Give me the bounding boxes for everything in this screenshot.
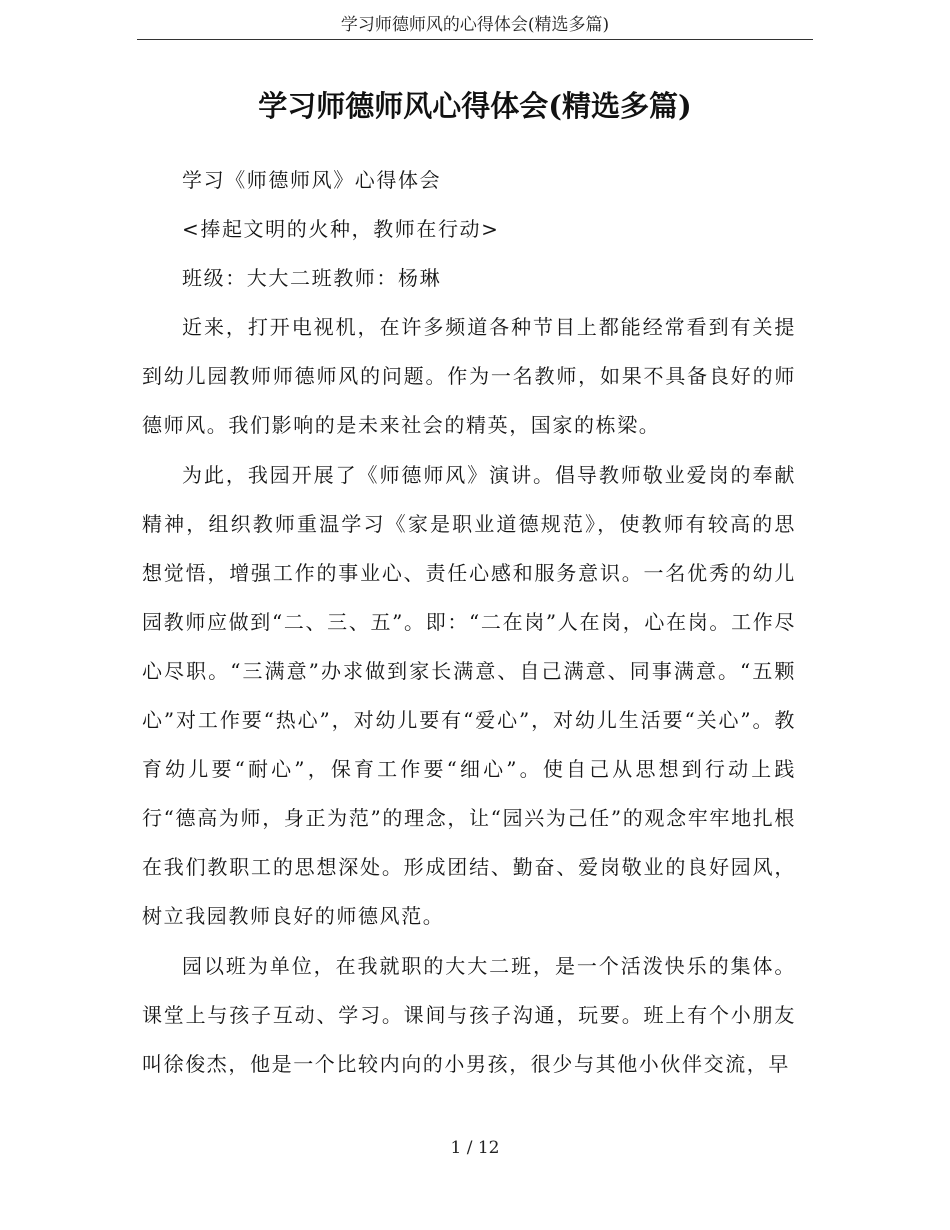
document-body [142, 156, 796, 1089]
document-title: 学习师德师风心得体会(精选多篇) [258, 89, 692, 123]
running-header: 学习师德师风的心得体会(精选多篇) [340, 15, 610, 35]
paragraph-body: 近来，打开电视机，在许多频道各种节目上都能经常看到有关提到幼儿园教师师德师风的问题。作为一名教师，如果不具备良好的师德师风。我们影响的是未来社会的精英，国家的栋梁。 [142, 315, 796, 438]
paragraph-subtitle: 学习《师德师风》心得体会 [182, 168, 442, 192]
header-divider [137, 39, 813, 40]
paragraph-body: 园以班为单位，在我就职的大大二班，是一个活泼快乐的集体。课堂上与孩子互动、学习。课间与孩子沟通，玩要。班上有个小朋友叫徐俊杰，他是一个比较内向的小男孩，很少与其他小伙伴交流，早 [142, 953, 796, 1076]
paragraph-class-teacher: 班级：大大二班教师：杨琳 [182, 266, 442, 291]
paragraph-body: 为此，我园开展了《师德师风》演讲。倡导教师敬业爱岗的奉献精神，组织教师重温学习《家是职业道德规范》，使教师有较高的思想觉悟，增强工作的事业心、责任心感和服务意识。一名优秀的幼儿园教师应做到“二、三、五”。即：“二在岗”人在岗，心在岗。工作尽心尽职。“三满意”办求做到家长满意、自己满意、同事满意。“五颗心”对工作要“热心”，对幼儿要有“爱心”，对幼儿生活要“关心”。教育幼儿要“耐心”，保育工作要“细心”。使自己从思想到行动上践行“德高为师，身正为范”的理念，让“园兴为己任”的观念牢牢地扎根在我们教职工的思想深处。形成团结、勤奋、爱岗敬业的良好园风，树立我园教师良好的师德风范。 [142, 462, 796, 929]
paragraph-slogan: <捧起文明的火种，教师在行动> [182, 217, 500, 242]
page-number: 1 / 12 [450, 1138, 500, 1158]
